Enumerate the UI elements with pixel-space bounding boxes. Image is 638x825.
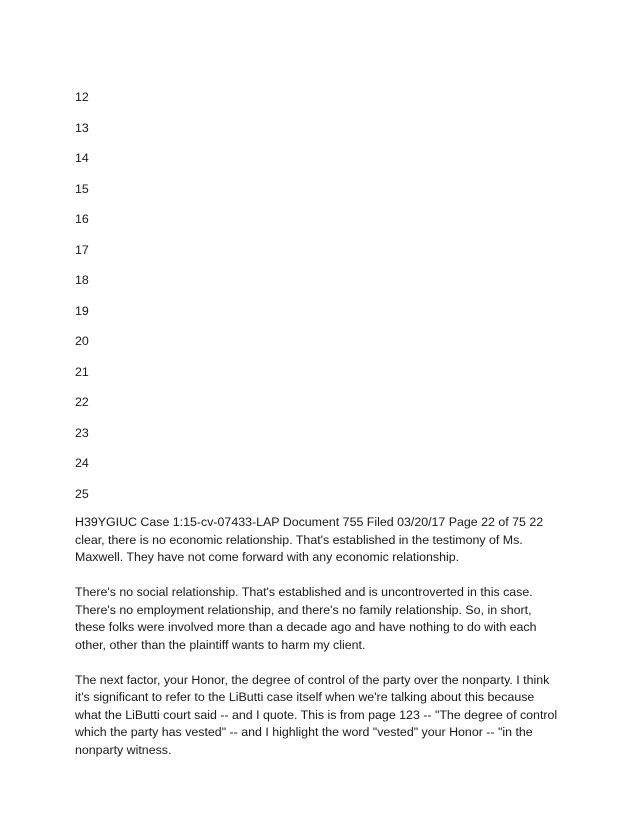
line-number: 15 bbox=[75, 181, 89, 196]
line-number: 17 bbox=[75, 242, 89, 257]
line-number: 24 bbox=[75, 456, 89, 470]
transcript-body bbox=[75, 514, 563, 777]
line-number: 22 bbox=[75, 395, 89, 409]
line-number: 25 bbox=[75, 486, 89, 501]
line-number: 18 bbox=[75, 273, 89, 287]
line-number: 21 bbox=[75, 364, 89, 379]
line-number: 14 bbox=[75, 151, 89, 165]
line-number: 16 bbox=[75, 212, 89, 226]
line-number: 19 bbox=[75, 303, 89, 318]
line-number: 23 bbox=[75, 425, 89, 440]
transcript-paragraph: H39YGIUC Case 1:15-cv-07433-LAP Document 755 Filed 03/20/17 Page 22 of 75 22 clear, there is no economic relationship. That's established in the testimony of Ms. Maxwell. They have not come forward with any economic relationship. bbox=[75, 515, 544, 564]
transcript-paragraph: The next factor, your Honor, the degree of control of the party over the nonparty. I think it's significant to refer to the LiButti case itself when we're talking about this because what the LiButti court said -- and I quote. This is from page 123 -- "The degree of control which the party has vested" -- and I highlight the word "vested" your Honor -- "in the nonparty witness. bbox=[75, 672, 558, 757]
line-number: 12 bbox=[75, 90, 89, 104]
transcript-paragraph: There's no social relationship. That's established and is uncontroverted in this case. There's no employment relationship, and there's no family relationship. So, in short, these folks were involved more than a decade ago and have nothing to do with each other, other than the plaintiff wants to harm my client. bbox=[75, 585, 537, 652]
line-number-column bbox=[75, 89, 89, 516]
line-number: 13 bbox=[75, 120, 89, 135]
line-number: 20 bbox=[75, 334, 89, 348]
